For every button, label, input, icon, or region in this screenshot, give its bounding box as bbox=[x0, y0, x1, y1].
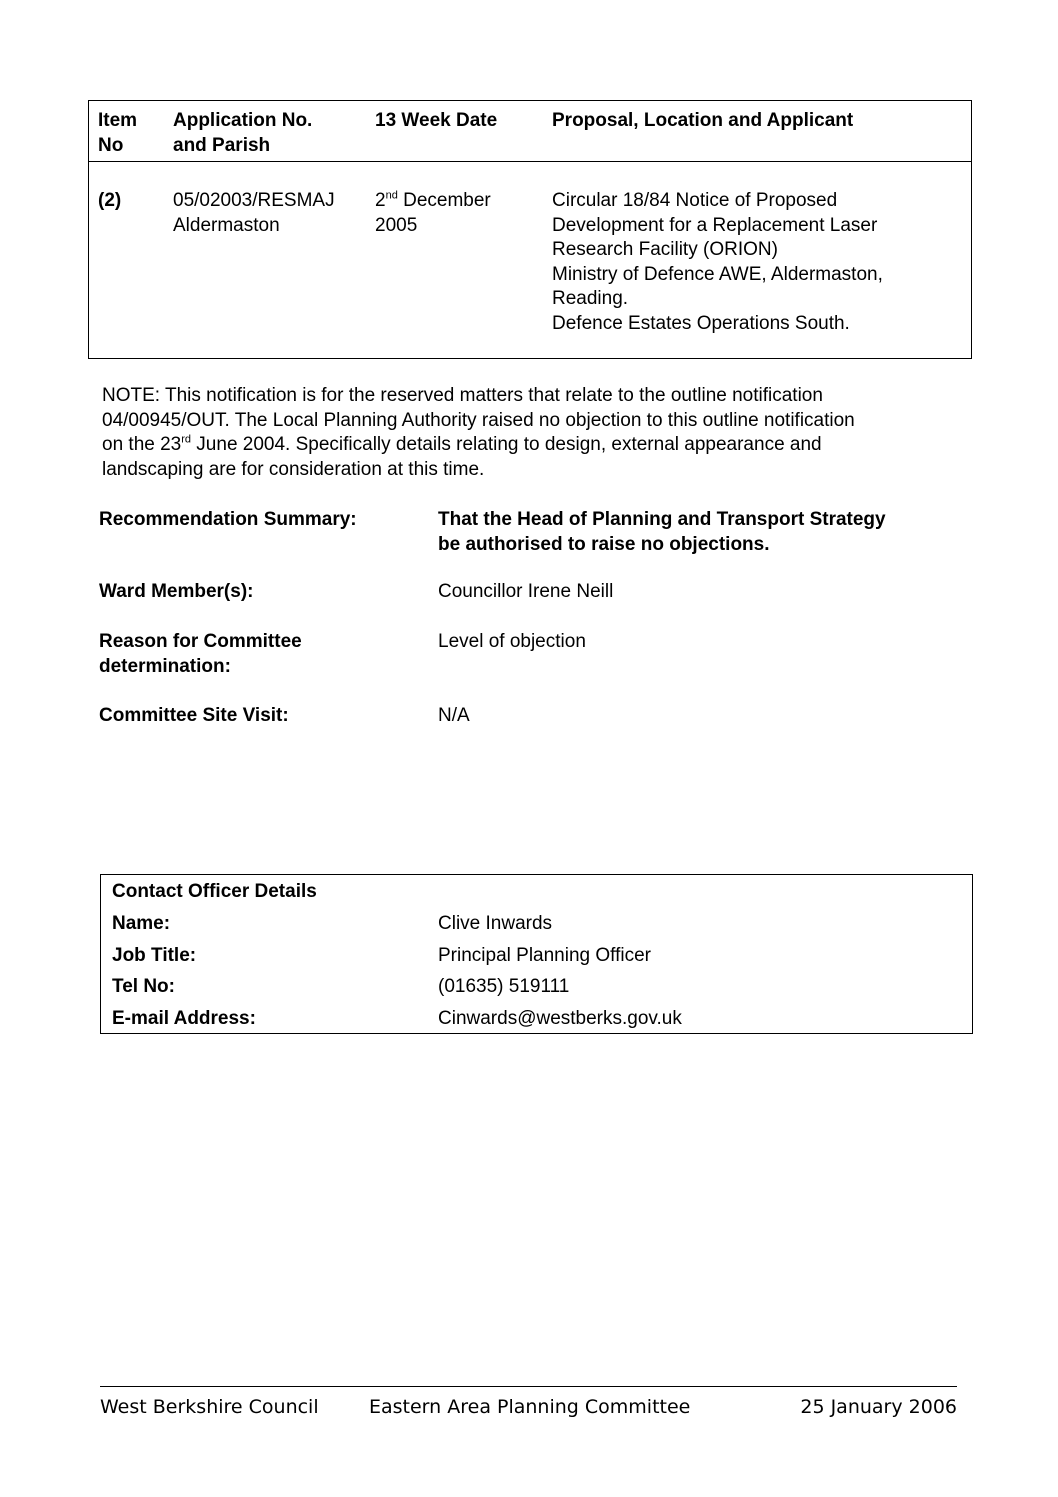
footer-council: West Berkshire Council bbox=[100, 1396, 319, 1418]
contact-name-value: Clive Inwards bbox=[438, 913, 553, 934]
parish: Aldermaston bbox=[173, 214, 280, 236]
contact-officer-box bbox=[100, 874, 973, 1034]
reason-label: Reason for Committee determination: bbox=[99, 631, 302, 677]
site-visit-label: Committee Site Visit: bbox=[99, 705, 289, 726]
header-proposal: Proposal, Location and Applicant bbox=[552, 110, 854, 131]
header-divider bbox=[89, 161, 971, 162]
header-week-date: 13 Week Date bbox=[375, 110, 498, 131]
site-visit-value: N/A bbox=[438, 705, 470, 726]
contact-title: Contact Officer Details bbox=[112, 881, 317, 902]
ward-value: Councillor Irene Neill bbox=[438, 581, 614, 602]
footer-date: 25 January 2006 bbox=[800, 1396, 957, 1418]
application-number: 05/02003/RESMAJ bbox=[173, 190, 335, 211]
footer-committee: Eastern Area Planning Committee bbox=[369, 1396, 691, 1418]
recommendation-label: Recommendation Summary: bbox=[99, 509, 357, 530]
ward-label: Ward Member(s): bbox=[99, 581, 254, 602]
application-table bbox=[88, 100, 972, 359]
contact-name-label: Name: bbox=[112, 913, 171, 934]
contact-job-label: Job Title: bbox=[112, 945, 197, 966]
reason-value: Level of objection bbox=[438, 631, 586, 652]
row-week-date: 2nd December 2005 bbox=[375, 189, 491, 236]
row-item-no: (2) bbox=[98, 190, 122, 211]
note-paragraph: NOTE: This notification is for the reserved matters that relate to the outline notification 04/00945/OUT. The Local Planning Authority raised no objection to this outline notification on the 23rd June 2004. Specifically details relating to design, external appearance and landscaping are for consideration at this time. bbox=[102, 385, 855, 480]
footer-divider bbox=[100, 1386, 957, 1387]
row-proposal: Circular 18/84 Notice of Proposed Development for a Replacement Laser Research Facility (ORION) Ministry of Defence AWE, Aldermaston, Reading. Defence Estates Operations South. bbox=[552, 190, 883, 334]
recommendation-value: That the Head of Planning and Transport Strategy be authorised to raise no objections. bbox=[438, 509, 886, 555]
contact-email-value[interactable]: Cinwards@westberks.gov.uk bbox=[438, 1008, 682, 1029]
header-item-no: Item No bbox=[98, 110, 138, 156]
header-application: Application No. and Parish bbox=[173, 110, 313, 156]
contact-tel-value: (01635) 519111 bbox=[438, 976, 570, 997]
row-application bbox=[173, 189, 335, 238]
contact-tel-label: Tel No: bbox=[112, 976, 175, 997]
contact-job-value: Principal Planning Officer bbox=[438, 945, 651, 966]
contact-email-label: E-mail Address: bbox=[112, 1008, 256, 1029]
